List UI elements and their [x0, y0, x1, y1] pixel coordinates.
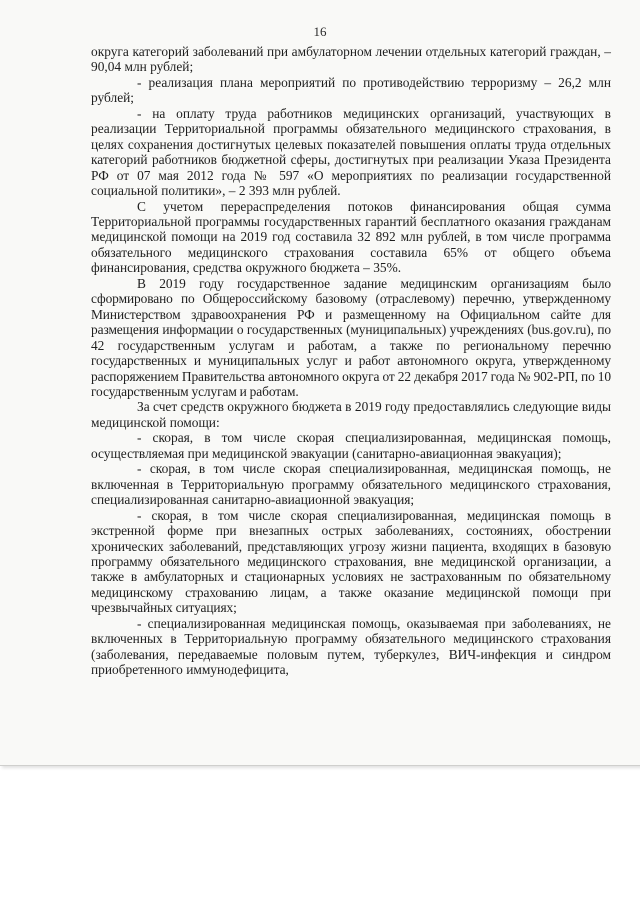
paragraph-continuation: округа категорий заболеваний при амбулаторном лечении отдельных категорий граждан, – 90,04 млн рублей; [91, 44, 611, 75]
paragraph-care-types-intro: За счет средств окружного бюджета в 2019 году предоставлялись следующие виды медицинской помощи: [91, 399, 611, 430]
paragraph-emergency-uninsured: - скорая, в том числе скорая специализированная, медицинская помощь в экстренной форме при внезапных острых заболеваниях, состояниях, обострении хронических заболеваний, представляющих угрозу жизни пациента, входящих в базовую программу обязательного медицинского страхования, вне медицинской организации, а также в амбулаторных и стационарных условиях не застрахованным по обязательному медицинскому страхованию лицам, а также оказание медицинской помощи при чрезвычайных ситуациях; [91, 507, 611, 616]
page-number: 16 [313, 24, 327, 39]
paragraph-program-total: С учетом перераспределения потоков финансирования общая сумма Территориальной программы государственных гарантий бесплатного оказания гражданам медицинской помощи на 2019 год составила 32 892 млн рублей, в том числе программа обязательного медицинского страхования составила 65% от общего объема финансирования, средства окружного бюджета – 35%. [91, 198, 611, 276]
paragraph-air-ambulance: - скорая, в том числе скорая специализированная, медицинская помощь, осуществляемая при медицинской эвакуации (санитарно-авиационная эвакуация); [91, 430, 611, 461]
paragraph-emergency-not-included: - скорая, в том числе скорая специализированная, медицинская помощь, не включенная в Территориальную программу обязательного медицинского страхования, специализированная санитарно-авиационной эвакуация; [91, 461, 611, 508]
paragraph-state-assignment: В 2019 году государственное задание медицинским организациям было сформировано по Общероссийскому базовому (отраслевому) перечню, утвержденному Министерством здравоохранения РФ и размещенному на Официальном сайте для размещения информации о государственных (муниципальных) учреждениях (bus.gov.ru), по 42 государственным услугам и работам, а также по региональному перечню государственных и муниципальных услуг и работ автономного округа, утвержденному распоряжением Правительства автономного округа от 22 декабря 2017 года № 902-РП, по 10 государственным услугам и работам. [91, 275, 611, 399]
document-body [91, 44, 611, 678]
paragraph-terrorism-plan: - реализация плана мероприятий по противодействию терроризму – 26,2 млн рублей; [91, 74, 611, 106]
paragraph-specialized-care: - специализированная медицинская помощь, оказываемая при заболеваниях, не включенных в Территориальную программу обязательного медицинского страхования (заболевания, передаваемые половым путем, туберкулез, ВИЧ-инфекция и синдром приобретенного иммунодефицита, [91, 615, 611, 678]
paragraph-salary-payment: - на оплату труда работников медицинских организаций, участвующих в реализации Территориальной программы обязательного медицинского страхования, в целях сохранения достигнутых целевых показателей повышения оплаты труда отдельных категорий работников бюджетной сферы, достигнутых при реализации Указа Президента РФ от 07 мая 2012 года № 597 «О мероприятиях по реализации государственной социальной политики», – 2 393 млн рублей. [91, 105, 611, 199]
